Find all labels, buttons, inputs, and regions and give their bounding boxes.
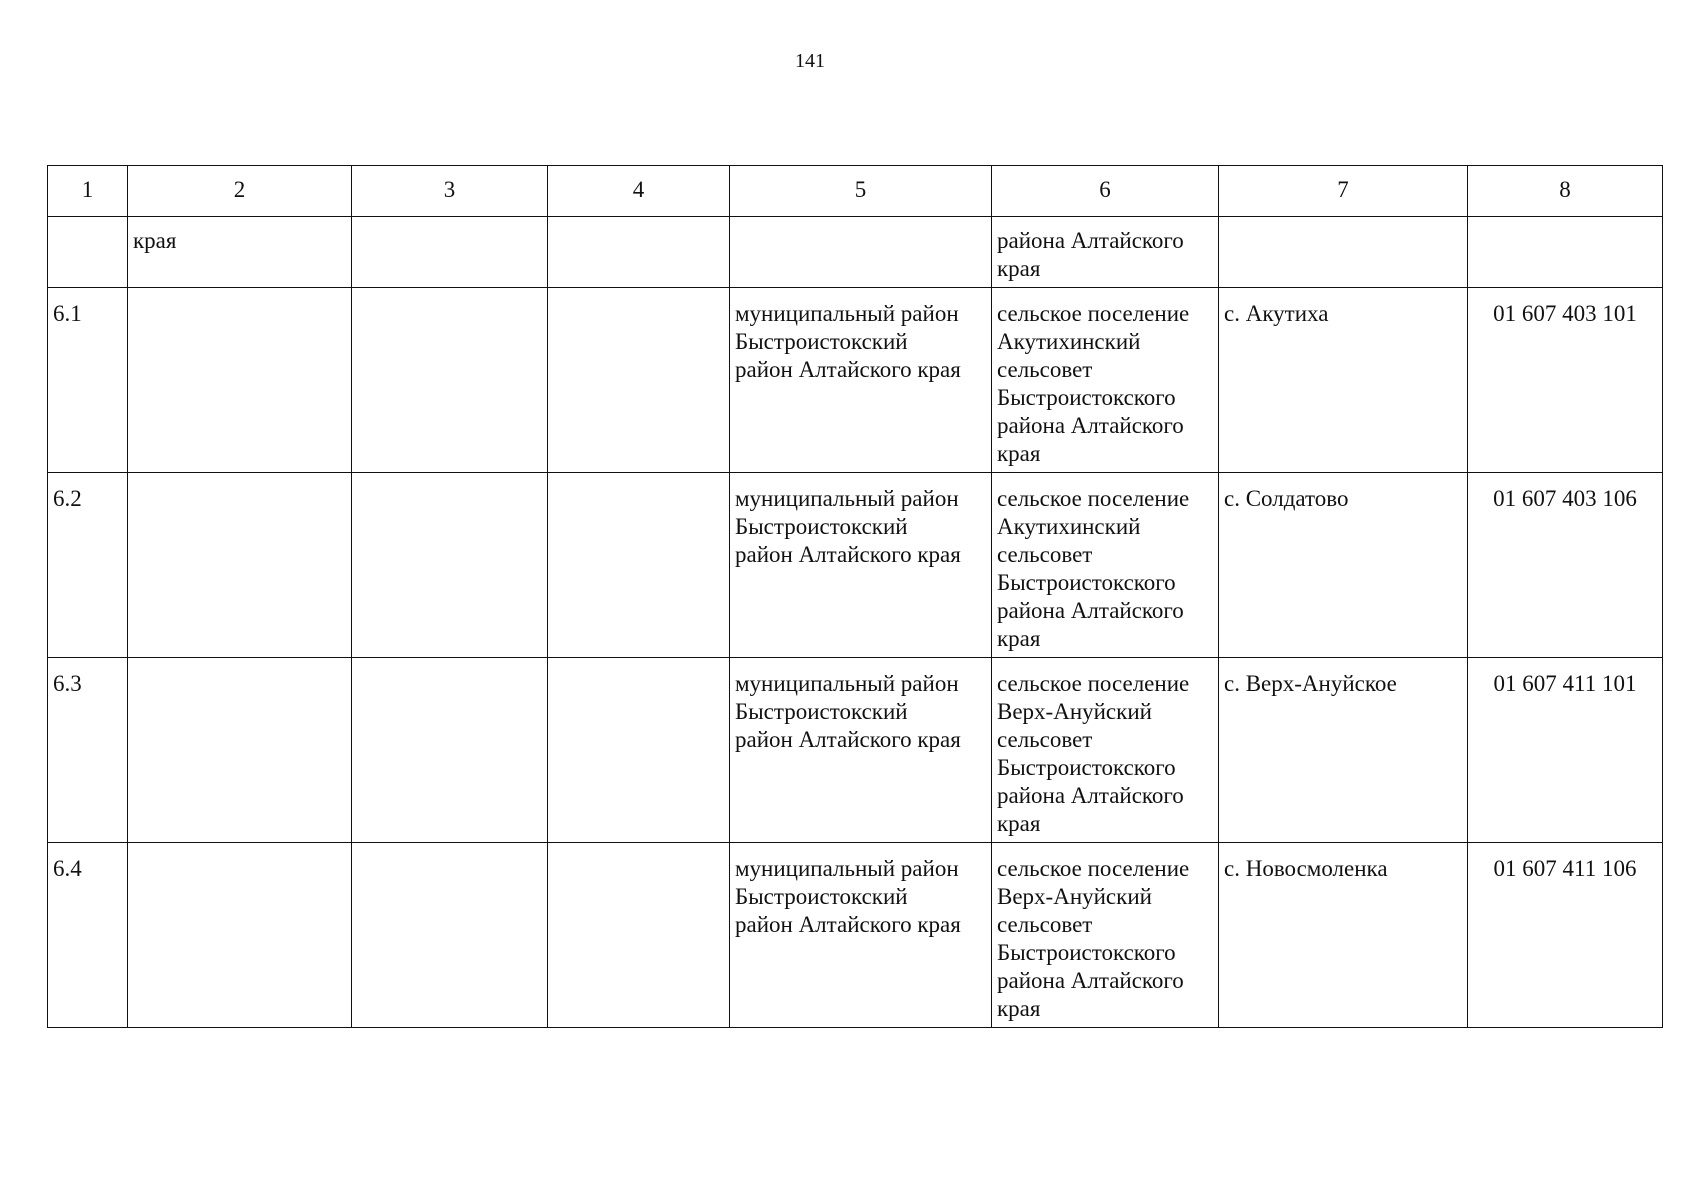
cell-line: сельсовет — [997, 727, 1093, 752]
table-cell — [352, 288, 548, 473]
cell-line: Быстроистокский — [735, 514, 908, 539]
cell-line: района Алтайского — [997, 968, 1184, 993]
registry-table — [47, 165, 1663, 1028]
row-number: 6.3 — [48, 658, 128, 843]
table-cell — [128, 658, 352, 843]
table-cell — [352, 217, 548, 288]
column-header-1: 1 — [48, 166, 128, 217]
cell-line: Быстроистокский — [735, 329, 908, 354]
table-cell — [548, 217, 730, 288]
row-number: 6.4 — [48, 843, 128, 1028]
table-row — [48, 658, 1663, 843]
column-header-7: 7 — [1219, 166, 1468, 217]
table-cell — [992, 217, 1219, 288]
cell-line: район Алтайского края — [735, 912, 961, 937]
district-cell — [730, 843, 992, 1028]
table-cell — [352, 658, 548, 843]
table-cell — [128, 288, 352, 473]
code-cell: 01 607 411 101 — [1468, 658, 1663, 843]
cell-line: муниципальный район — [735, 856, 959, 881]
table-cell — [128, 843, 352, 1028]
table-cell — [352, 473, 548, 658]
cell-line: сельское поселение — [997, 856, 1190, 881]
table-cell — [1468, 217, 1663, 288]
row-number: 6.2 — [48, 473, 128, 658]
district-cell — [730, 288, 992, 473]
column-header-2: 2 — [128, 166, 352, 217]
locality-cell: с. Акутиха — [1219, 288, 1468, 473]
page-number: 141 — [795, 50, 825, 72]
table-row — [48, 473, 1663, 658]
table-cell — [1219, 217, 1468, 288]
cell-line: района Алтайского — [997, 783, 1184, 808]
cell-line: края — [997, 626, 1041, 651]
code-cell: 01 607 411 106 — [1468, 843, 1663, 1028]
column-header-6: 6 — [992, 166, 1219, 217]
cell-line: края — [997, 441, 1041, 466]
settlement-cell — [992, 288, 1219, 473]
cell-line: сельское поселение — [997, 671, 1190, 696]
table-cell — [48, 217, 128, 288]
district-cell — [730, 473, 992, 658]
table-cell — [548, 288, 730, 473]
settlement-cell — [992, 843, 1219, 1028]
cell-line: Быстроистокский — [735, 699, 908, 724]
table-cell — [352, 843, 548, 1028]
cell-line: Быстроистокского — [997, 940, 1176, 965]
table-row — [48, 288, 1663, 473]
row-number: 6.1 — [48, 288, 128, 473]
cell-line: Быстроистокский — [735, 884, 908, 909]
cell-line: края — [997, 811, 1041, 836]
settlement-cell — [992, 658, 1219, 843]
column-header-8: 8 — [1468, 166, 1663, 217]
cell-line: муниципальный район — [735, 486, 959, 511]
table-cell — [548, 843, 730, 1028]
cell-line: края — [997, 996, 1041, 1021]
cell-line: Верх-Ануйский — [997, 884, 1152, 909]
cell-line: края — [997, 256, 1041, 281]
header-row — [48, 166, 1663, 217]
locality-cell: с. Верх-Ануйское — [1219, 658, 1468, 843]
code-cell: 01 607 403 106 — [1468, 473, 1663, 658]
locality-cell: с. Новосмоленка — [1219, 843, 1468, 1028]
settlement-cell — [992, 473, 1219, 658]
cell-line: муниципальный район — [735, 671, 959, 696]
column-header-4: 4 — [548, 166, 730, 217]
cell-line: сельское поселение — [997, 301, 1190, 326]
cell-line: Быстроистокского — [997, 570, 1176, 595]
cell-line: сельсовет — [997, 542, 1093, 567]
cell-line: Акутихинский — [997, 514, 1141, 539]
cell-line: Верх-Ануйский — [997, 699, 1152, 724]
locality-cell: с. Солдатово — [1219, 473, 1468, 658]
table-cell — [730, 217, 992, 288]
cell-line: района Алтайского — [997, 413, 1184, 438]
table-row — [48, 843, 1663, 1028]
cell-line: района Алтайского — [997, 598, 1184, 623]
continuation-row — [48, 217, 1663, 288]
cell-line: района Алтайского — [997, 228, 1184, 253]
cell-line: сельсовет — [997, 912, 1093, 937]
cell-line: район Алтайского края — [735, 357, 961, 382]
cell-line: Быстроистокского — [997, 385, 1176, 410]
table-cell — [548, 473, 730, 658]
cell-line: сельсовет — [997, 357, 1093, 382]
code-cell: 01 607 403 101 — [1468, 288, 1663, 473]
cell-line: Акутихинский — [997, 329, 1141, 354]
table-cell — [548, 658, 730, 843]
table-cell — [128, 473, 352, 658]
column-header-3: 3 — [352, 166, 548, 217]
cell-line: район Алтайского края — [735, 542, 961, 567]
cell-line: сельское поселение — [997, 486, 1190, 511]
district-cell — [730, 658, 992, 843]
table-cell: края — [128, 217, 352, 288]
cell-line: Быстроистокского — [997, 755, 1176, 780]
cell-line: район Алтайского края — [735, 727, 961, 752]
cell-line: муниципальный район — [735, 301, 959, 326]
column-header-5: 5 — [730, 166, 992, 217]
